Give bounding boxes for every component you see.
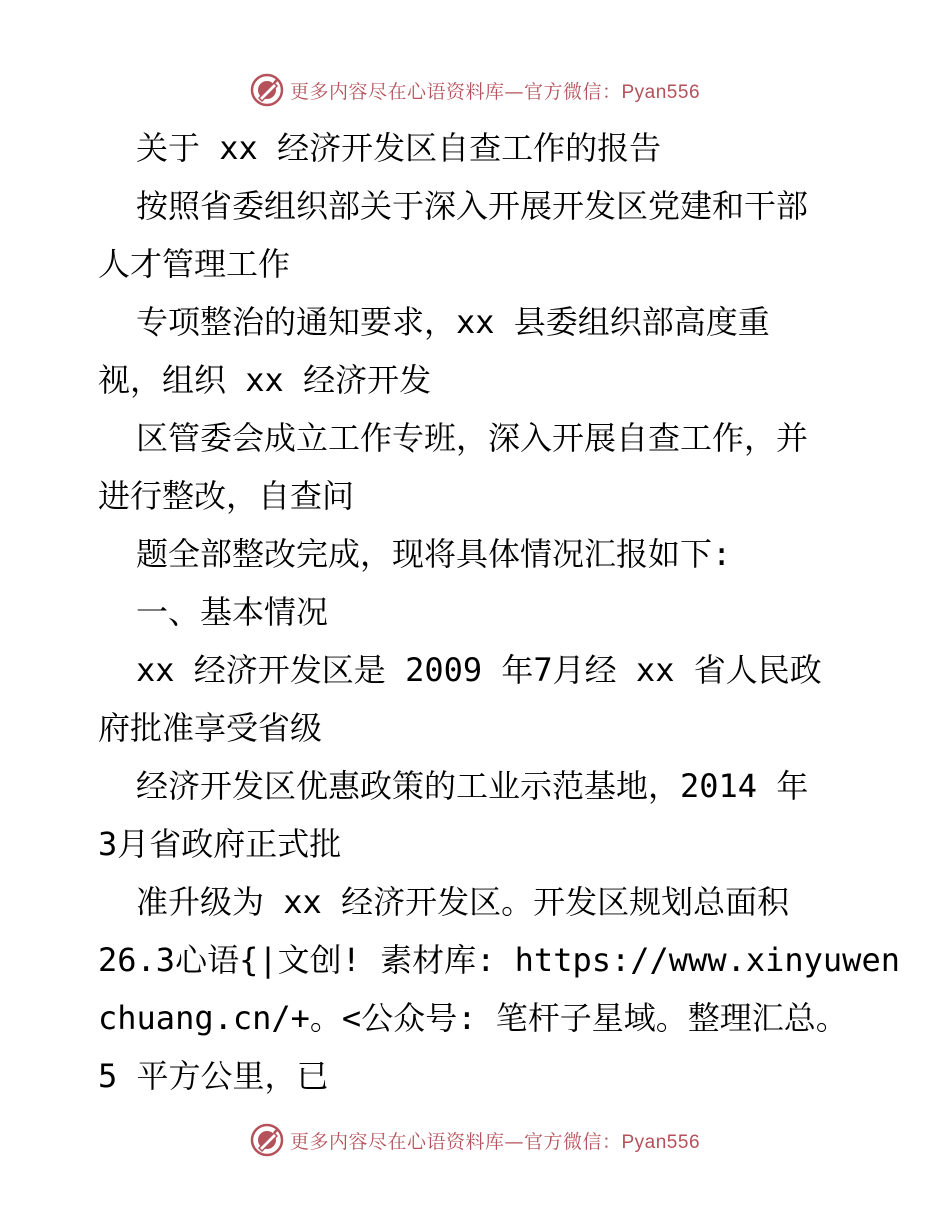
paragraph-line: 3月省政府正式批	[98, 825, 342, 863]
document-title: 关于 xx 经济开发区自查工作的报告	[136, 129, 662, 167]
watermark-title: 更多内容尽在心语资料库—官方微信：	[289, 80, 622, 103]
paragraph-line: 进行整改，自查问	[98, 477, 355, 515]
paragraph-line: 准升级为 xx 经济开发区。开发区规划总面积	[136, 883, 790, 921]
header-watermark-banner	[0, 70, 950, 110]
section-heading: 一、基本情况	[136, 593, 329, 631]
paragraph-line: 题全部整改完成，现将具体情况汇报如下:	[136, 535, 732, 573]
pen-logo-icon	[250, 73, 284, 107]
header-watermark-content	[250, 73, 700, 107]
paragraph-line: chuang.cn/+。<公众号: 笔杆子星域。整理汇总。	[98, 999, 848, 1037]
paragraph-line: 专项整治的通知要求，xx 县委组织部高度重	[136, 303, 770, 341]
paragraph-line: 经济开发区优惠政策的工业示范基地，2014 年	[136, 767, 809, 805]
paragraph-line: 5 平方公里，已	[98, 1057, 329, 1095]
pen-logo-icon	[250, 1123, 284, 1157]
paragraph-line: 26.3心语{|文创! 素材库: https://www.xinyuwen	[98, 941, 900, 979]
paragraph-line: 府批准享受省级	[98, 709, 323, 747]
watermark-text	[290, 77, 700, 104]
watermark-contact: Pyan556	[621, 1131, 701, 1153]
paragraph-line: 区管委会成立工作专班，深入开展自查工作，并	[136, 419, 809, 457]
paragraph-line: 按照省委组织部关于深入开展开发区党建和干部	[136, 187, 809, 225]
watermark-title: 更多内容尽在心语资料库—官方微信：	[289, 1130, 622, 1153]
footer-watermark-banner	[0, 1120, 950, 1160]
paragraph-line: 视，组织 xx 经济开发	[98, 361, 432, 399]
footer-watermark-content	[250, 1123, 700, 1157]
paragraph-line: 人才管理工作	[98, 245, 291, 283]
document-body	[98, 119, 900, 1105]
watermark-contact: Pyan556	[621, 81, 701, 103]
paragraph-line: xx 经济开发区是 2009 年7月经 xx 省人民政	[136, 651, 822, 689]
watermark-text	[290, 1127, 700, 1154]
